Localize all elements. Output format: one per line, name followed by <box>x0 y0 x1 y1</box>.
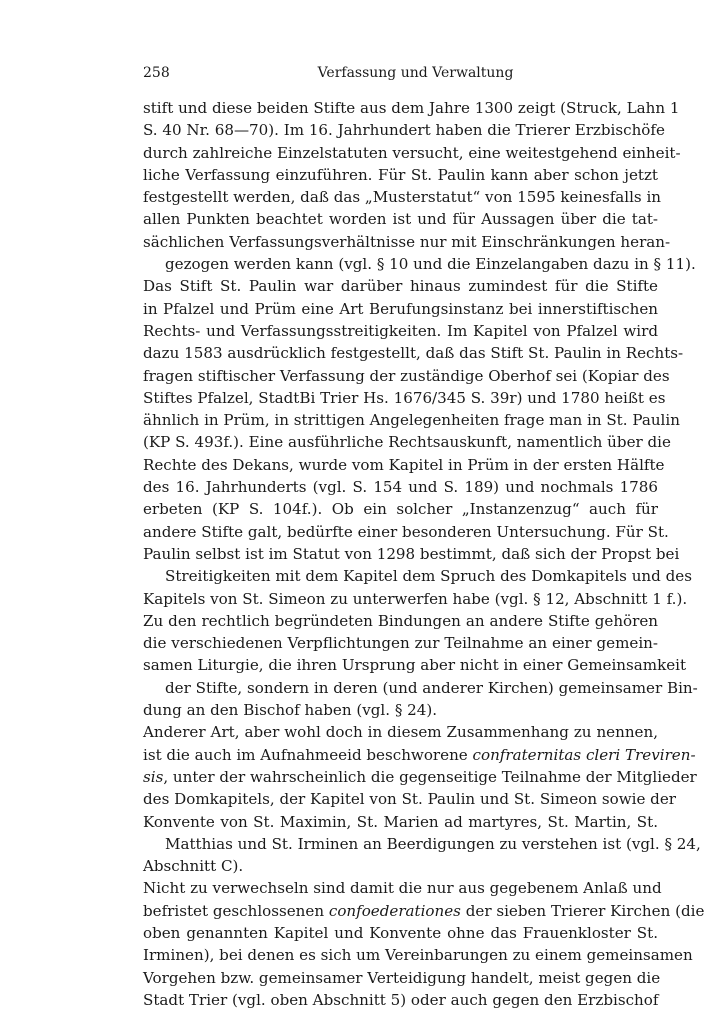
text-line: dazu 1583 ausdrücklich festgestellt, daß das Stift St. Paulin in Rechts- <box>143 344 684 363</box>
text-line: gezogen werden kann (vgl. § 10 und die Einzelangaben dazu in § 11). <box>165 255 696 274</box>
page-header <box>143 62 658 84</box>
text-line: Kapitels von St. Simeon zu unterwerfen habe (vgl. § 12, Abschnitt 1 f.). <box>143 589 688 608</box>
text-line: Anderer Art, aber wohl doch in diesem Zusammenhang zu nennen, <box>143 723 658 742</box>
text-line: der Stifte, sondern in deren (und anderer Kirchen) gemeinsamer Bin- <box>165 678 698 697</box>
text-line: Rechte des Dekans, wurde vom Kapitel in Prüm in der ersten Hälfte <box>143 455 665 474</box>
italic-term: sis <box>143 767 164 786</box>
text-line: Das Stift St. Paulin war darüber hinaus zumindest für die Stifte <box>143 277 658 296</box>
text-line: liche Verfassung einzuführen. Für St. Paulin kann aber schon jetzt <box>143 165 658 184</box>
text-line: dung an den Bischof haben (vgl. § 24). <box>143 701 438 720</box>
text-line: (KP S. 493f.). Eine ausführliche Rechtsauskunft, namentlich über die <box>143 433 671 452</box>
italic-term: confoederationes <box>328 901 461 920</box>
text-line: Zu den rechtlich begründeten Bindungen an andere Stifte gehören <box>143 611 658 630</box>
text-line: durch zahlreiche Einzelstatuten versucht, eine weitestgehend einheit- <box>143 143 681 162</box>
text-line: S. 40 Nr. 68—70). Im 16. Jahrhundert haben die Trierer Erzbischöfe <box>143 121 665 140</box>
text-line: Vorgehen bzw. gemeinsamer Verteidigung handelt, meist gegen die <box>143 968 661 987</box>
text-line: Stadt Trier (vgl. oben Abschnitt 5) oder auch gegen den Erzbischof <box>143 990 659 1009</box>
text-line: samen Liturgie, die ihren Ursprung aber nicht in einer Gemeinsamkeit <box>143 656 687 675</box>
text-line: Abschnitt C). <box>143 857 244 876</box>
text-line: oben genannten Kapitel und Konvente ohne das Frauenkloster St. <box>143 923 658 942</box>
text-line: des 16. Jahrhunderts (vgl. S. 154 und S. 189) und nochmals 1786 <box>143 478 658 497</box>
text-line: Paulin selbst ist im Statut von 1298 bestimmt, daß sich der Propst bei <box>143 544 680 563</box>
text-line: befristet geschlossenen confoederationes der sieben Trierer Kirchen (die <box>143 901 704 920</box>
text-line: festgestellt werden, daß das „Musterstatut“ von 1595 keinesfalls in <box>143 188 662 207</box>
text-line: in Pfalzel und Prüm eine Art Berufungsinstanz bei innerstiftischen <box>143 299 658 318</box>
text-line: Irminen), bei denen es sich um Vereinbarungen zu einem gemeinsamen <box>143 946 693 965</box>
text-line: Konvente von St. Maximin, St. Marien ad martyres, St. Martin, St. <box>143 812 658 831</box>
running-title: Verfassung und Verwaltung <box>317 65 514 81</box>
text-line: Streitigkeiten mit dem Kapitel dem Spruch des Domkapitels und des <box>165 567 692 586</box>
text-line: ähnlich in Prüm, in strittigen Angelegenheiten frage man in St. Paulin <box>143 411 680 430</box>
text-line: Nicht zu verwechseln sind damit die nur aus gegebenem Anlaß und <box>143 879 662 898</box>
text-line: stift und diese beiden Stifte aus dem Jahre 1300 zeigt (Struck, Lahn 1 <box>143 99 680 117</box>
text-line: Stiftes Pfalzel, StadtBi Trier Hs. 1676/345 S. 39r) und 1780 heißt es <box>143 388 666 407</box>
italic-term: confraternitas cleri Treviren- <box>472 745 696 764</box>
page-number: 258 <box>143 65 170 81</box>
text-line: erbeten (KP S. 104f.). Ob ein solcher „Instanzenzug“ auch für <box>143 500 658 519</box>
text-line: sis, unter der wahrscheinlich die gegenseitige Teilnahme der Mitglieder <box>143 767 697 786</box>
text-line: des Domkapitels, der Kapitel von St. Paulin und St. Simeon sowie der <box>143 790 676 809</box>
text-line: allen Punkten beachtet worden ist und für Aussagen über die tat- <box>143 210 658 229</box>
text-line: sächlichen Verfassungsverhältnisse nur mit Einschränkungen heran- <box>143 232 671 251</box>
text-line: die verschiedenen Verpflichtungen zur Teilnahme an einer gemein- <box>143 634 658 653</box>
text-line: Rechts- und Verfassungsstreitigkeiten. Im Kapitel von Pfalzel wird <box>143 321 658 340</box>
text-line: andere Stifte galt, bedürfte einer besonderen Untersuchung. Für St. <box>143 522 669 541</box>
text-line: fragen stiftischer Verfassung der zuständige Oberhof sei (Kopiar des <box>143 366 670 385</box>
body-text <box>143 97 704 1011</box>
text-line: Matthias und St. Irminen an Beerdigungen zu verstehen ist (vgl. § 24, <box>165 834 701 853</box>
text-line: ist die auch im Aufnahmeeid beschworene confraternitas cleri Treviren- <box>143 745 696 764</box>
